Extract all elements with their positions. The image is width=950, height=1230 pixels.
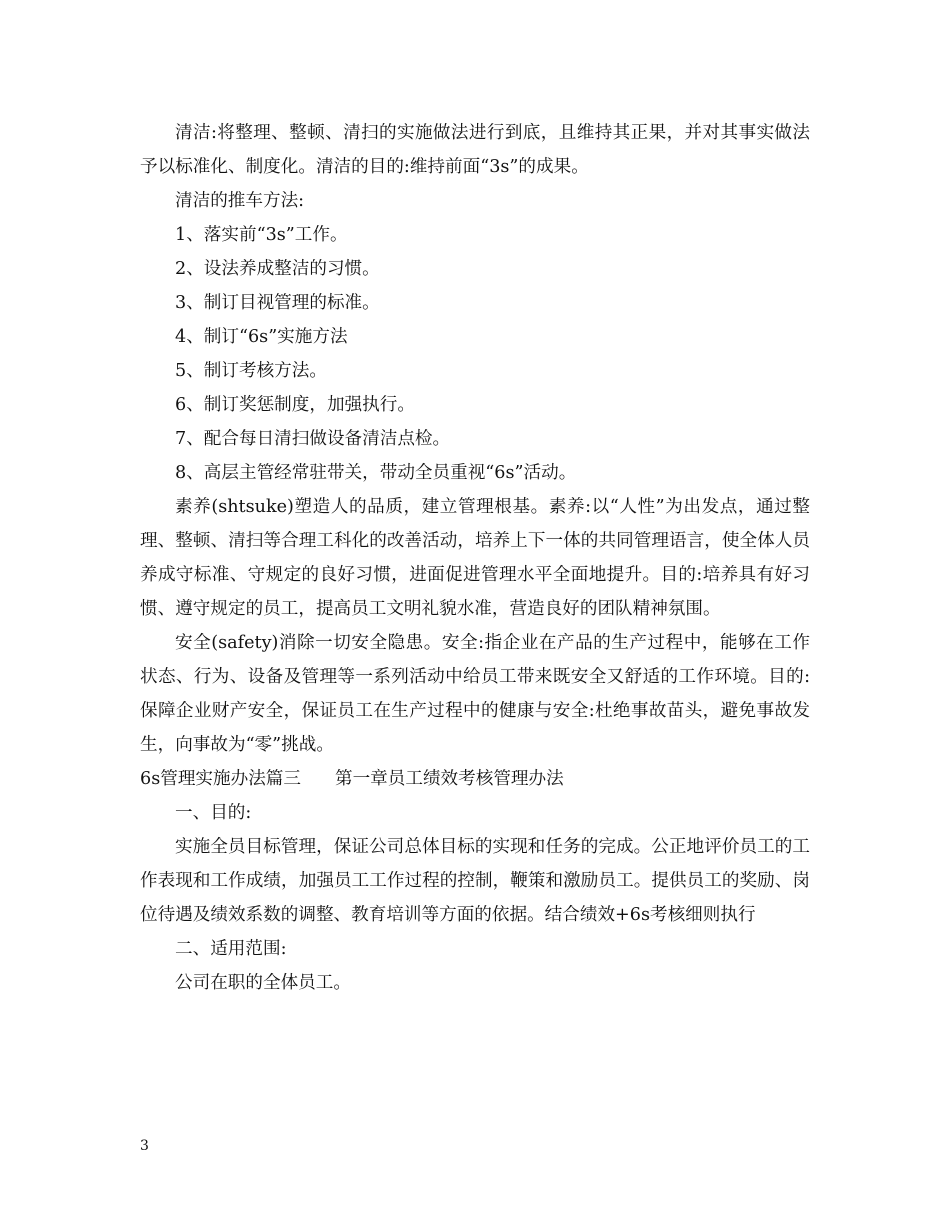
list-item-1: 1、落实前“3s”工作。 [175,225,348,245]
subheading-purpose: 一、目的: [175,803,252,823]
list-item-5: 5、制订考核方法。 [175,361,327,381]
list-item-8: 8、高层主管经常驻带关，带动全员重视“6s”活动。 [175,463,577,483]
page-number: 3 [140,1138,149,1154]
section-heading [140,762,810,796]
paragraph-cleaning-methods-title: 清洁的推车方法: [175,191,305,211]
paragraph-safety: 安全(safety)消除一切安全隐患。安全:指企业在产品的生产过程中，能够在工作状态、行为、设备及管理等一系列活动中给员工带来既安全又舒适的工作环境。目的:保障企业财产安全，保证员工在生产过程中的健康与安全:杜绝事故苗头，避免事故发生，向事故为“零”挑战。 [140,633,810,755]
paragraph-purpose: 实施全员目标管理，保证公司总体目标的实现和任务的完成。公正地评价员工的工作表现和工作成绩，加强员工工作过程的控制，鞭策和激励员工。提供员工的奖励、岗位待遇及绩效系数的调整、教育培训等方面的依据。结合绩效+6s考核细则执行 [140,837,810,925]
paragraph-cleaning-definition: 清洁:将整理、整顿、清扫的实施做法进行到底，且维持其正果，并对其事实做法予以标准化、制度化。清洁的目的:维持前面“3s”的成果。 [140,123,810,177]
list-item-2: 2、设法养成整洁的习惯。 [175,259,380,279]
list-item-4: 4、制订“6s”实施方法 [175,327,348,347]
paragraph-scope: 公司在职的全体员工。 [175,973,351,993]
list-item-6: 6、制订奖惩制度，加强执行。 [175,395,415,415]
section-heading-right: 第一章员工绩效考核管理办法 [334,769,564,789]
paragraph-shitsuke: 素养(shtsuke)塑造人的品质，建立管理根基。素养:以“人性”为出发点，通过整理、整顿、清扫等合理工科化的改善活动，培养上下一体的共同管理语言，使全体人员养成守标准、守规定的良好习惯，进面促进管理水平全面地提升。目的:培养具有好习惯、遵守规定的员工，提高员工文明礼貌水准，营造良好的团队精神氛围。 [140,497,810,619]
section-heading-left: 6s管理实施办法篇三 [140,769,301,789]
list-item-3: 3、制订目视管理的标准。 [175,293,380,313]
list-item-7: 7、配合每日清扫做设备清洁点检。 [175,429,451,449]
document-body [140,116,810,1000]
subheading-scope: 二、适用范围: [175,939,287,959]
